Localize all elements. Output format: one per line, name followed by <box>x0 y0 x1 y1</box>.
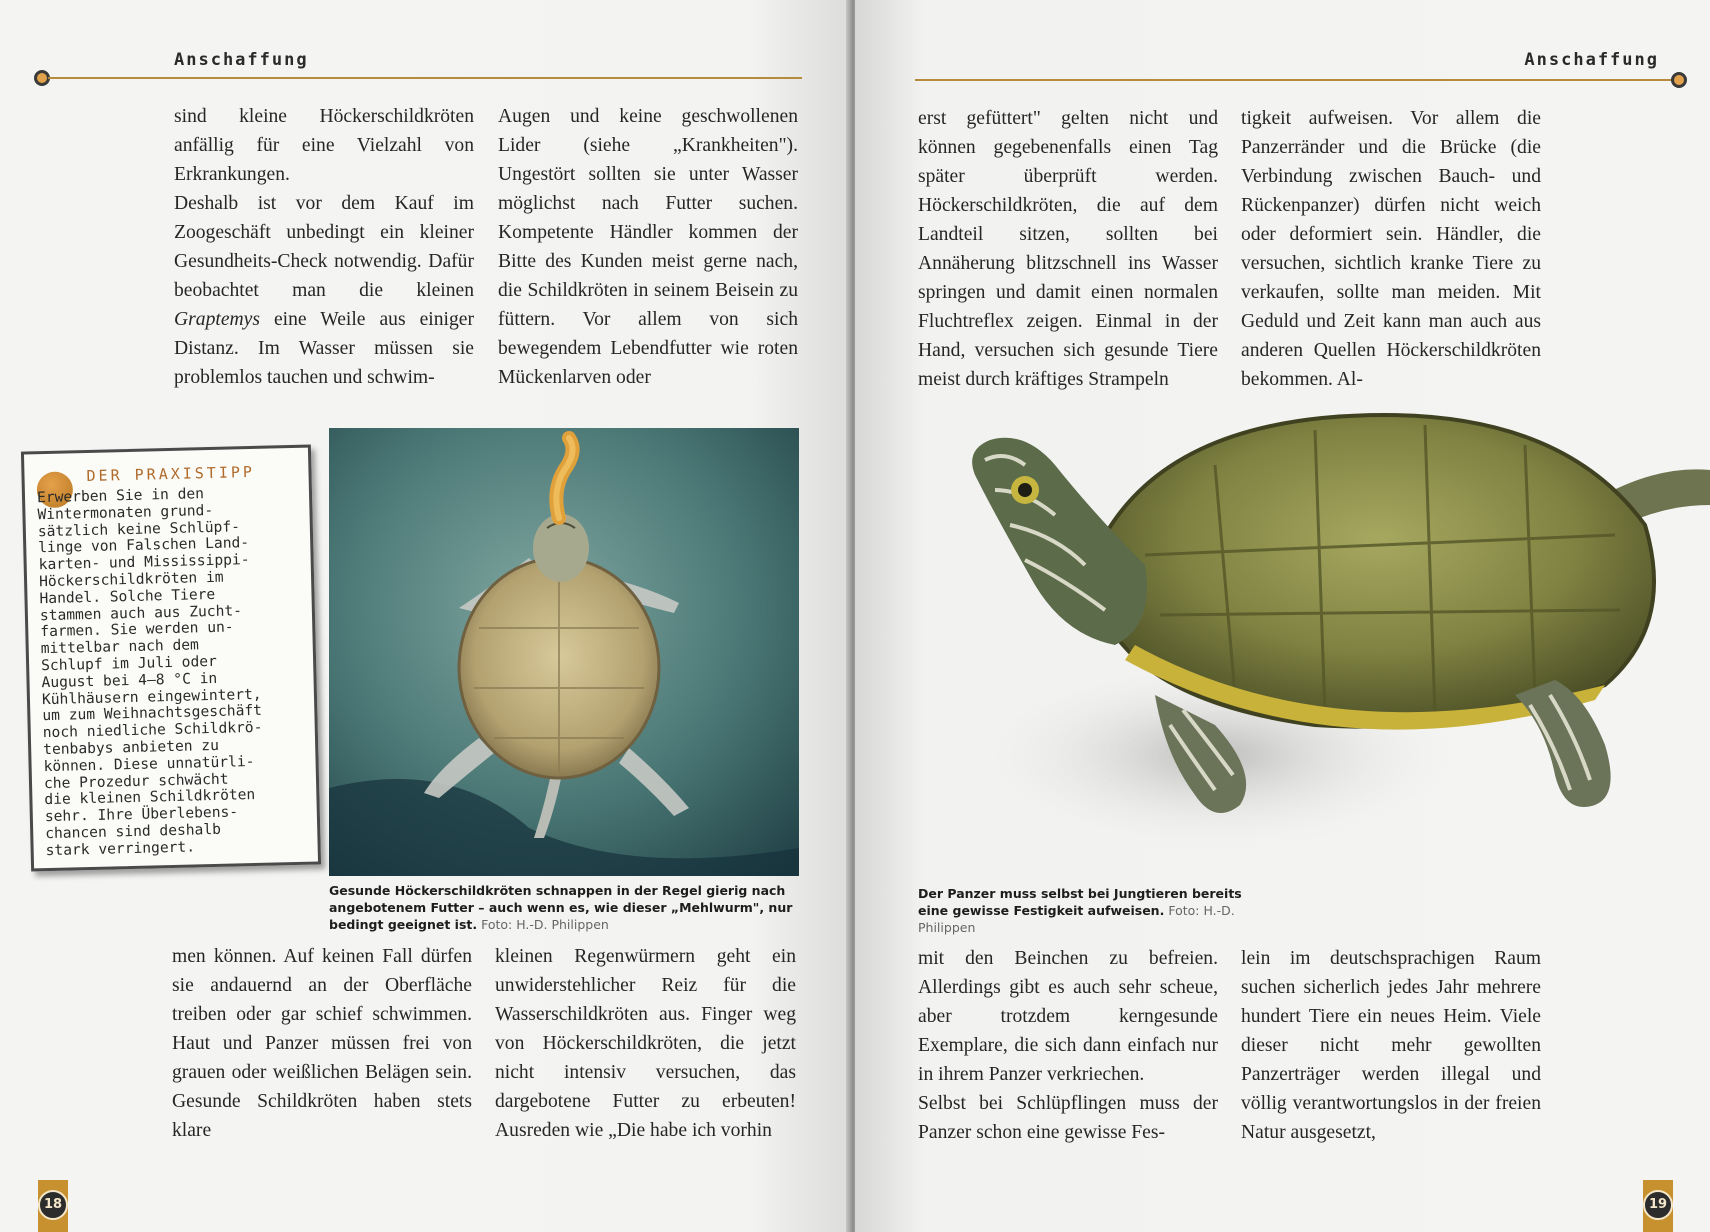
praxistipp-box <box>21 445 321 872</box>
right-column1-bottom <box>918 944 1218 1147</box>
left-column2-bottom <box>495 942 796 1145</box>
running-head-right: Anschaffung <box>1524 50 1659 70</box>
turtle-feeding-image <box>329 428 799 876</box>
photo-credit: Foto: H.-D. Philippen <box>481 917 609 932</box>
paragraph: kleinen Regenwürmern geht ein unwiderstehlicher Reiz für die Wasserschildkröten aus. Finger weg von Höckerschildkröten, die jetzt nicht intensiv versuchen, das dargebotene Futter zu erbeuten! Ausreden wie „Die habe ich vorhin <box>495 946 796 1141</box>
folio-left <box>38 1180 68 1232</box>
header-rule-left <box>48 77 802 79</box>
right-page <box>855 0 1710 1232</box>
photo-caption-left: Gesunde Höckerschildkröten schnappen in der Regel gierig nach angebotenem Futter – auch wenn es, wie dieser „Mehlwurm", nur bedingt geeignet ist. Foto: H.-D. Philippen <box>329 883 793 932</box>
map-turtle-image <box>915 395 1710 885</box>
header-rule-right <box>915 79 1673 81</box>
left-column1-bottom <box>172 942 472 1145</box>
genus-name: Graptemys <box>174 309 260 330</box>
running-head-left: Anschaffung <box>174 50 309 70</box>
right-column2-top <box>1241 104 1541 394</box>
tip-title: DER PRAXISTIPP <box>86 462 256 486</box>
paragraph: Deshalb ist vor dem Kauf im Zoogeschäft unbedingt ein kleiner Gesundheits-Check notwendig. Dafür beobachtet man die kleinen Graptemys eine Weile aus einiger Distanz. Im Wasser müssen sie problemlos tauchen und schwim- <box>174 193 474 388</box>
page-number: 18 <box>38 1190 68 1220</box>
paragraph: sind kleine Höckerschildkröten anfällig für eine Vielzahl von Erkrankungen. <box>174 106 474 185</box>
paragraph: tigkeit aufweisen. Vor allem die Panzerränder und die Brücke (die Verbindung zwischen Bauch- und Rückenpanzer) dürfen nicht weich oder deformiert sein. Händler, die versuchen, sichtlich kranke Tiere zu verkaufen, sollte man meiden. Mit Geduld und Zeit kann man auch aus anderen Quellen Höckerschildkröten bekommen. Al- <box>1241 108 1541 390</box>
photo-credit: Foto: H.-D. Philippen <box>918 903 1235 935</box>
page-number: 19 <box>1643 1190 1673 1220</box>
paragraph: mit den Beinchen zu befreien. Allerdings gibt es auch sehr scheue, aber trotzdem kerngesunde Exemplare, die sich dann einfach nur in ihrem Panzer verkriechen. <box>918 948 1218 1085</box>
left-page <box>0 0 851 1232</box>
rule-endpoint-right <box>1671 72 1687 88</box>
paragraph: erst gefüttert" gelten nicht und können gegebenenfalls einen Tag später überprüft werden. Höckerschildkröten, die auf dem Landteil sitzen, sollten bei Annäherung blitzschnell ins Wasser springen und damit einen normalen Fluchtreflex zeigen. Einmal in der Hand, versuchen sich gesunde Tiere meist durch kräftiges Strampeln <box>918 108 1218 390</box>
right-column2-bottom <box>1241 944 1541 1147</box>
photo-caption-right: Der Panzer muss selbst bei Jungtieren bereits eine gewisse Festigkeit aufweisen. Foto: H.-D. Philippen <box>918 886 1242 935</box>
folio-right <box>1643 1180 1673 1232</box>
paragraph: lein im deutschsprachigen Raum suchen sicherlich jedes Jahr mehrere hundert Tiere ein neues Heim. Viele dieser nicht mehr gewollten Panzerträger werden illegal und völlig verantwortungslos in der freien Natur ausgesetzt, <box>1241 948 1541 1143</box>
left-column1-top <box>174 102 474 392</box>
tip-text: Erwerben Sie in den Wintermonaten grund- sätzlich keine Schlüpf- linge von Falschen Land- karten- und Mississippi- Höckerschildkröten im Handel. Solche Tiere stammen auch aus Zucht- farmen. Sie werden un- mittelbar nach dem Schlupf im Juli oder August bei 4–8 °C in Kühlhäusern eingewintert, um zum Weihnachtsgeschäft noch niedliche Schildkrö- tenbabys anbieten zu können. Diese unnatürli- che Prozedur schwächt die kleinen Schildkröten sehr. Ihre Überlebens- chancen sind deshalb stark verringert. <box>36 485 263 859</box>
photo-turtle-feeding <box>329 428 799 876</box>
right-column1-top <box>918 104 1218 394</box>
paragraph: men können. Auf keinen Fall dürfen sie andauernd an der Oberfläche treiben oder gar schief schwimmen. Haut und Panzer müssen frei von grauen oder weißlichen Belägen sein. Gesunde Schildkröten haben stets klare <box>172 946 472 1141</box>
photo-turtle-closeup <box>915 395 1710 885</box>
left-column2-top <box>498 102 798 392</box>
paragraph: Augen und keine geschwollenen Lider (siehe „Krankheiten"). Ungestört sollten sie unter Wasser möglichst nach Futter suchen. Kompetente Händler kommen der Bitte des Kunden meist gerne nach, die Schildkröten in seinem Beisein zu füttern. Vor allem von sich bewegendem Lebendfutter wie roten Mückenlarven oder <box>498 106 798 388</box>
paragraph: Selbst bei Schlüpflingen muss der Panzer schon eine gewisse Fes- <box>918 1093 1218 1143</box>
